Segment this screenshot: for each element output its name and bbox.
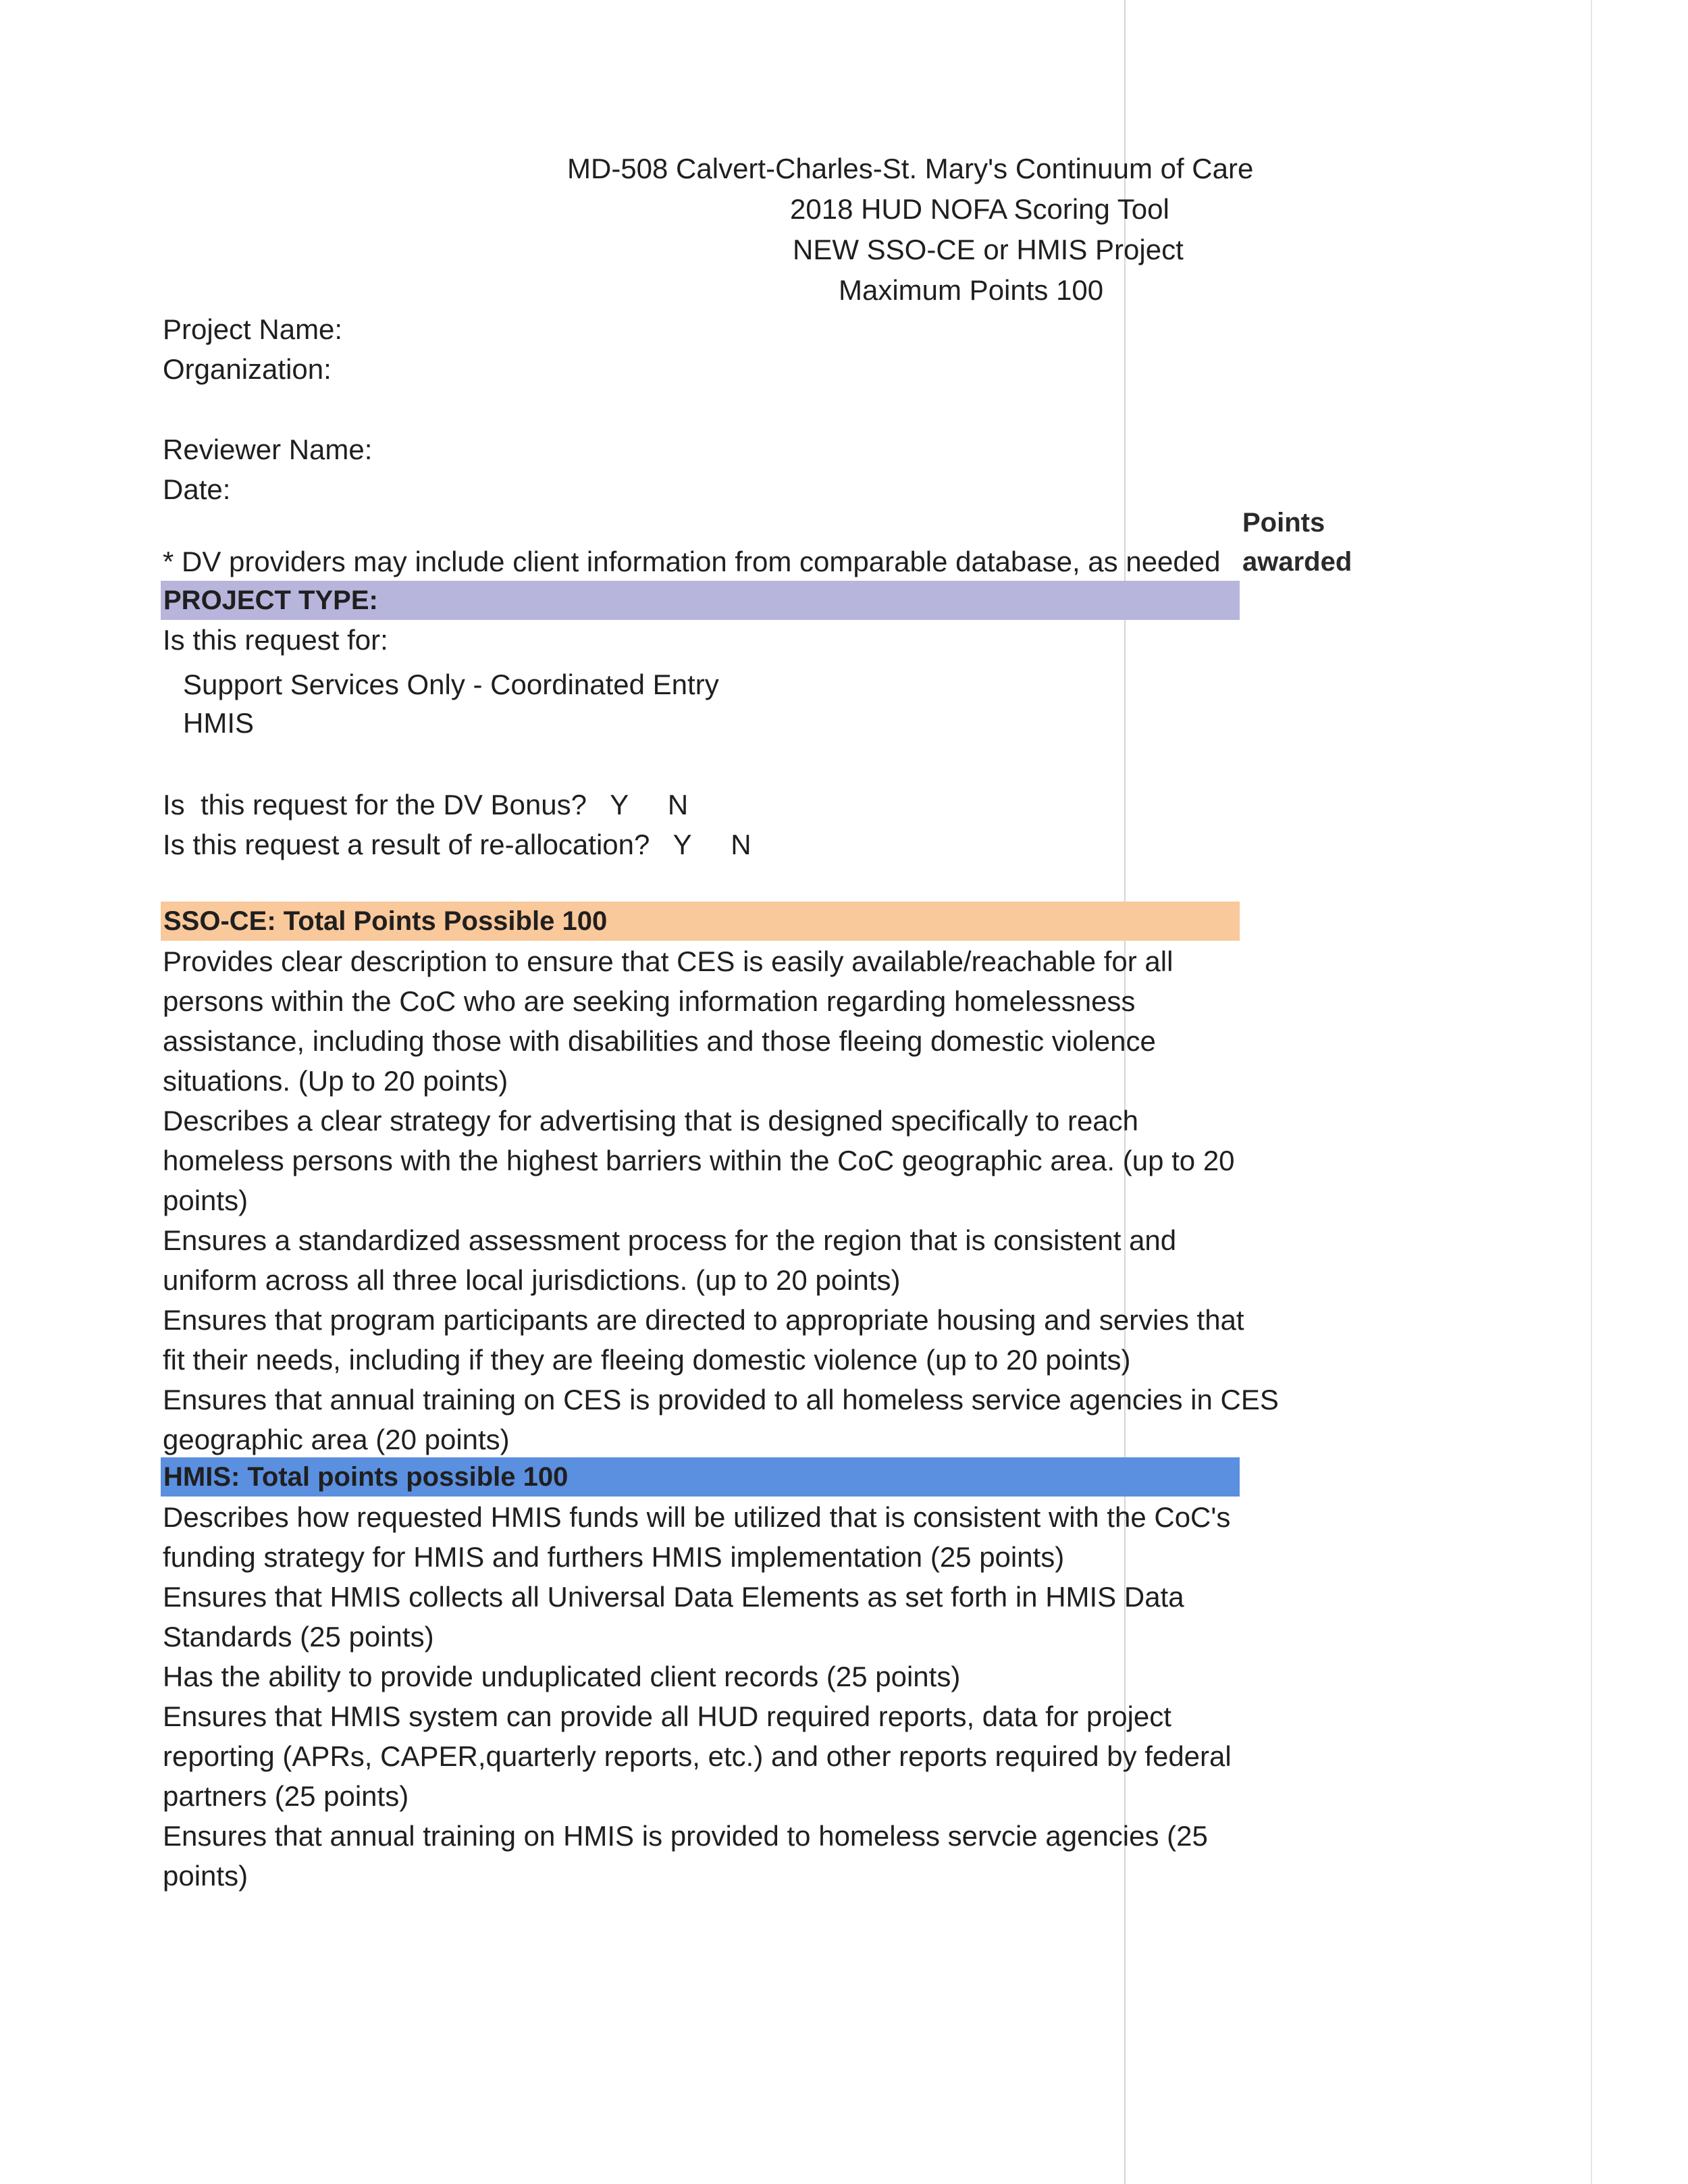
criteria-line: geographic area (20 points) <box>163 1424 510 1455</box>
project-type-option-sso-ce: Support Services Only - Coordinated Entry <box>183 669 719 700</box>
dv-note: * DV providers may include client information from comparable database, as needed <box>163 546 1221 577</box>
criteria-line: Ensures that HMIS system can provide all HUD required reports, data for project <box>163 1700 1171 1732</box>
dv-bonus-question: Is this request for the DV Bonus? Y N <box>163 789 689 821</box>
document-title <box>567 149 1269 311</box>
criteria-line: homeless persons with the highest barriers within the CoC geographic area. (up to 20 <box>163 1145 1235 1176</box>
title-line-4: Maximum Points 100 <box>839 274 1104 306</box>
criteria-line: Describes how requested HMIS funds will be utilized that is consistent with the CoC's <box>163 1501 1231 1533</box>
organization-label: Organization: <box>163 353 332 385</box>
criteria-line: Ensures that annual training on HMIS is provided to homeless servcie agencies (25 <box>163 1820 1208 1852</box>
points-header-line-2: awarded <box>1242 547 1352 577</box>
criteria-line: uniform across all three local jurisdictions. (up to 20 points) <box>163 1264 901 1296</box>
criteria-line: funding strategy for HMIS and furthers HMIS implementation (25 points) <box>163 1541 1065 1573</box>
criteria-line: Describes a clear strategy for advertising that is designed specifically to reach <box>163 1105 1139 1137</box>
criteria-line: situations. (Up to 20 points) <box>163 1065 508 1097</box>
points-awarded-header <box>1242 503 1352 581</box>
title-line-1: MD-508 Calvert-Charles-St. Mary's Continuum of Care <box>567 153 1254 184</box>
criteria-line: persons within the CoC who are seeking information regarding homelessness <box>163 985 1136 1017</box>
title-line-3: NEW SSO-CE or HMIS Project <box>793 234 1184 265</box>
criteria-line: points) <box>163 1185 248 1216</box>
title-line-2: 2018 HUD NOFA Scoring Tool <box>790 193 1169 225</box>
points-header-line-1: Points <box>1242 508 1325 538</box>
project-type-question: Is this request for: <box>163 624 388 656</box>
project-type-heading: PROJECT TYPE: <box>161 581 1240 620</box>
criteria-line: fit their needs, including if they are fleeing domestic violence (up to 20 points) <box>163 1344 1131 1376</box>
criteria-line: Ensures that annual training on CES is provided to all homeless service agencies in CES <box>163 1384 1279 1415</box>
criteria-line: points) <box>163 1860 248 1892</box>
page-edge-line <box>1591 0 1592 2184</box>
hmis-heading: HMIS: Total points possible 100 <box>161 1457 1240 1497</box>
sso-ce-heading: SSO-CE: Total Points Possible 100 <box>161 902 1240 941</box>
criteria-line: Standards (25 points) <box>163 1621 434 1653</box>
reviewer-name-label: Reviewer Name: <box>163 434 373 465</box>
criteria-line: reporting (APRs, CAPER,quarterly reports, etc.) and other reports required by federal <box>163 1740 1232 1772</box>
criteria-line: Ensures a standardized assessment process for the region that is consistent and <box>163 1224 1177 1256</box>
criteria-line: assistance, including those with disabilities and those fleeing domestic violence <box>163 1025 1156 1057</box>
hmis-criteria <box>163 1497 1243 1896</box>
criteria-line: Provides clear description to ensure that CES is easily available/reachable for all <box>163 945 1173 977</box>
criteria-line: Ensures that HMIS collects all Universal Data Elements as set forth in HMIS Data <box>163 1581 1184 1613</box>
sso-ce-criteria <box>163 941 1279 1459</box>
criteria-line: partners (25 points) <box>163 1780 409 1812</box>
criteria-line: Has the ability to provide unduplicated client records (25 points) <box>163 1661 961 1692</box>
criteria-line: Ensures that program participants are directed to appropriate housing and servies that <box>163 1304 1244 1336</box>
project-name-label: Project Name: <box>163 313 343 345</box>
project-type-option-hmis: HMIS <box>183 707 254 739</box>
date-label: Date: <box>163 473 231 505</box>
reallocation-question: Is this request a result of re-allocation? Y N <box>163 829 751 860</box>
